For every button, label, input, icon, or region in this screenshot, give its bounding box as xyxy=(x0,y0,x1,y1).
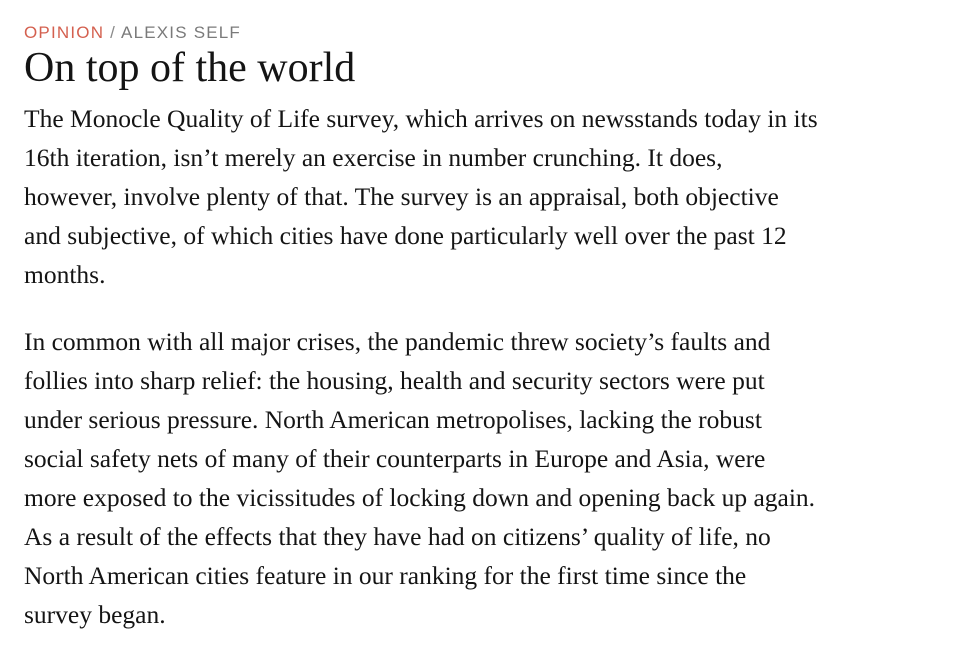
paragraph-line: 16th iteration, isn’t merely an exercise in number crunching. It does, xyxy=(24,143,723,172)
body-paragraph-2 xyxy=(24,322,964,634)
paragraph-line: survey began. xyxy=(24,600,166,629)
paragraph-line: As a result of the effects that they have had on citizens’ quality of life, no xyxy=(24,522,771,551)
paragraph-line: follies into sharp relief: the housing, health and security sectors were put xyxy=(24,366,765,395)
paragraph-line: The Monocle Quality of Life survey, which arrives on newsstands today in its xyxy=(24,104,818,133)
paragraph-line: months. xyxy=(24,260,106,289)
article xyxy=(24,22,964,634)
paragraph-line: North American cities feature in our ranking for the first time since the xyxy=(24,561,747,590)
section-link[interactable]: OPINION xyxy=(24,23,105,42)
paragraph-line: more exposed to the vicissitudes of locking down and opening back up again. xyxy=(24,483,816,512)
article-headline: On top of the world xyxy=(24,45,356,91)
paragraph-line: under serious pressure. North American metropolises, lacking the robust xyxy=(24,405,762,434)
paragraph-line: social safety nets of many of their counterparts in Europe and Asia, were xyxy=(24,444,766,473)
paragraph-line: and subjective, of which cities have done particularly well over the past 12 xyxy=(24,221,787,250)
kicker-separator: / xyxy=(104,23,122,42)
paragraph-line: In common with all major crises, the pandemic threw society’s faults and xyxy=(24,327,771,356)
author-link[interactable]: ALEXIS SELF xyxy=(121,23,242,42)
paragraph-line: however, involve plenty of that. The survey is an appraisal, both objective xyxy=(24,182,779,211)
body-paragraph-1 xyxy=(24,99,964,294)
kicker xyxy=(24,22,964,44)
